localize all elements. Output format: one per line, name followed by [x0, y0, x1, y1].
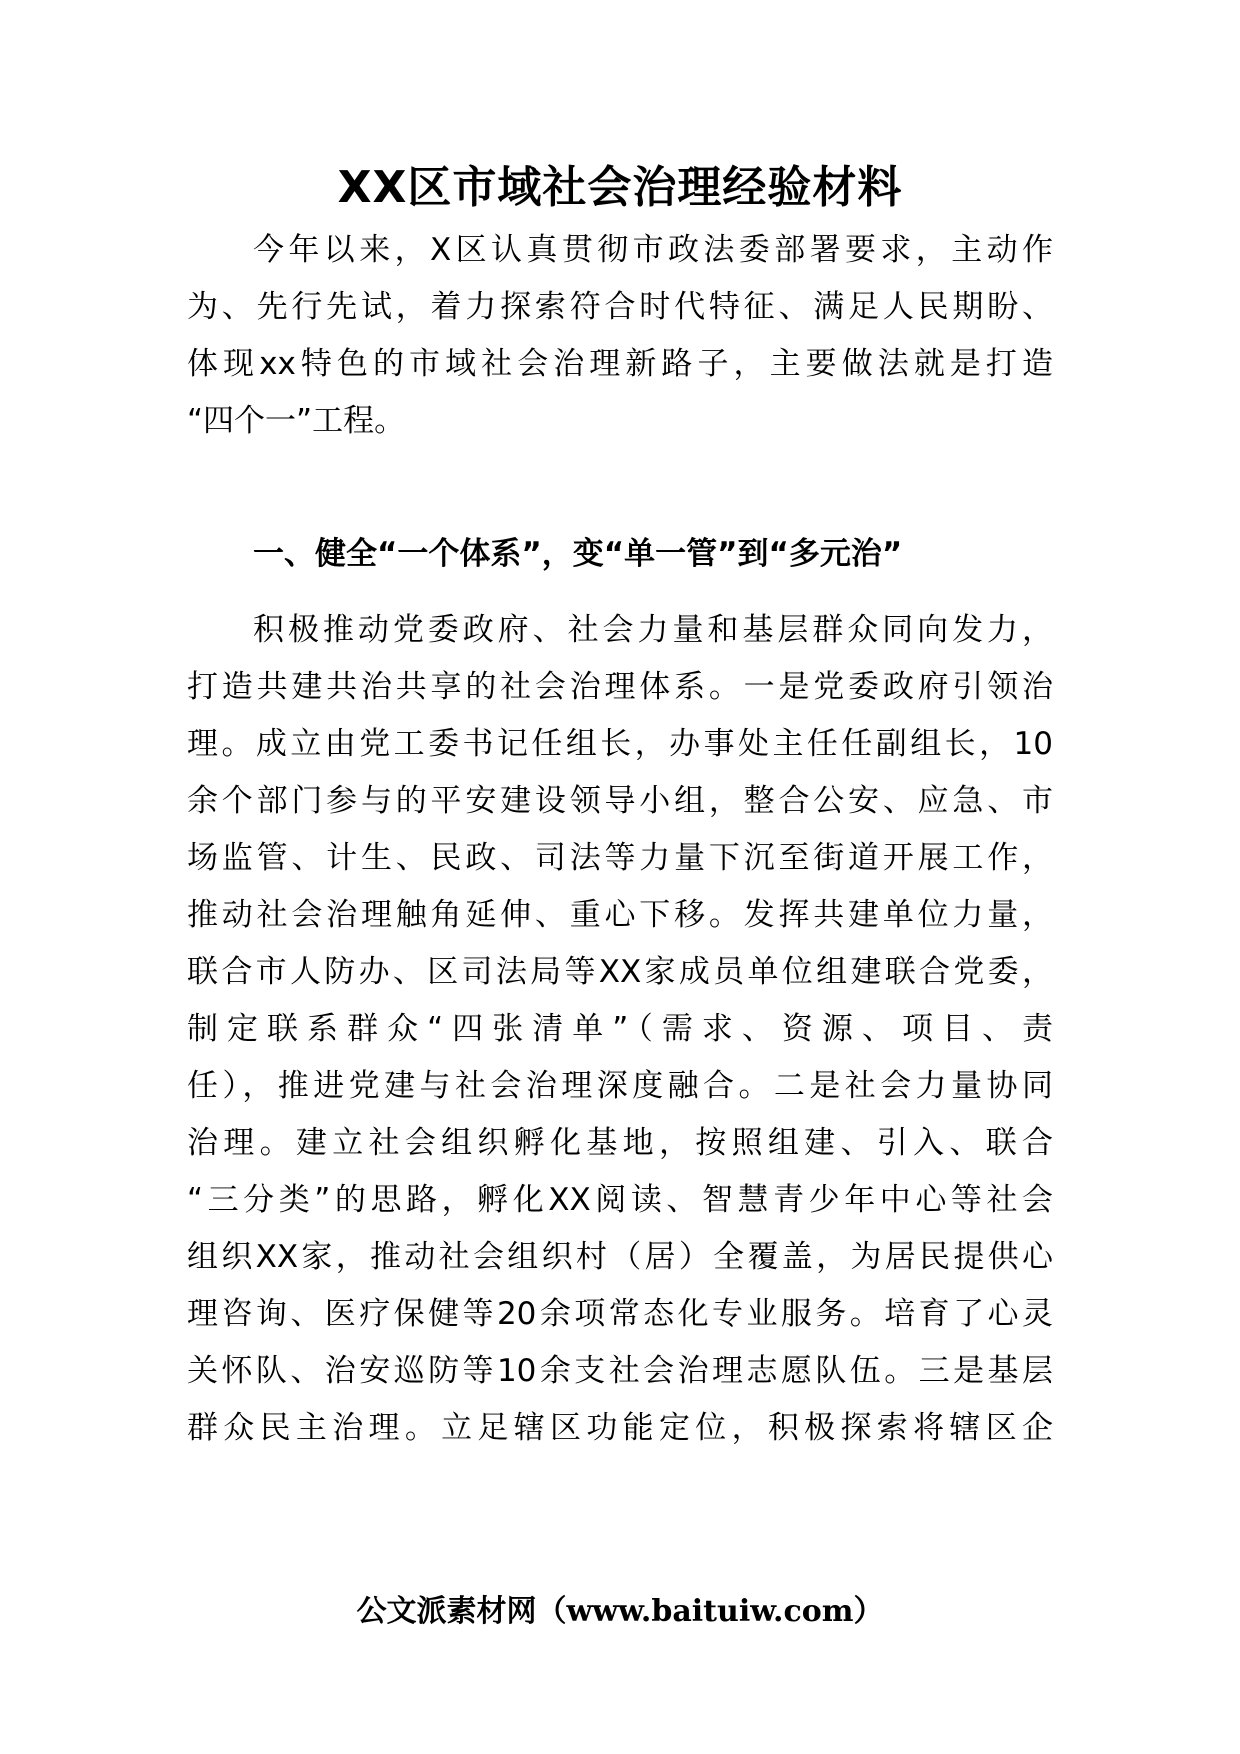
- body-line: 理咨询、医疗保健等20余项常态化专业服务。培育了心灵: [187, 1296, 1053, 1332]
- body-line: 关怀队、治安巡防等10余支社会治理志愿队伍。三是基层: [187, 1353, 1053, 1389]
- footer-watermark: 公文派素材网（www.baituiw.com）: [356, 1594, 884, 1629]
- intro-line: 今年以来，X区认真贯彻市政法委部署要求，主动作: [253, 232, 1053, 268]
- body-line: 联合市人防办、区司法局等XX家成员单位组建联合党委，: [187, 954, 1053, 990]
- body-line: 推动社会治理触角延伸、重心下移。发挥共建单位力量，: [187, 897, 1053, 933]
- intro-line: “四个一”工程。: [187, 403, 406, 439]
- intro-line: 体现xx特色的市域社会治理新路子，主要做法就是打造: [187, 346, 1053, 382]
- body-line: 打造共建共治共享的社会治理体系。一是党委政府引领治: [187, 669, 1053, 705]
- body-line: 群众民主治理。立足辖区功能定位，积极探索将辖区企: [187, 1410, 1053, 1446]
- body-line: 理。成立由党工委书记任组长，办事处主任任副组长，10: [187, 726, 1053, 762]
- body-line: 余个部门参与的平安建设领导小组，整合公安、应急、市: [187, 783, 1053, 819]
- body-line: 任），推进党建与社会治理深度融合。二是社会力量协同: [187, 1068, 1053, 1104]
- intro-line: 为、先行先试，着力探索符合时代特征、满足人民期盼、: [187, 289, 1053, 325]
- body-line: 组织XX家，推动社会组织村（居）全覆盖，为居民提供心: [187, 1239, 1053, 1275]
- body-line: 积极推动党委政府、社会力量和基层群众同向发力，: [253, 612, 1053, 648]
- section-heading: 一、健全“一个体系”，变“单一管”到“多元治”: [253, 536, 903, 572]
- document-title: XX区市域社会治理经验材料: [337, 162, 903, 213]
- body-line: “三分类”的思路，孵化XX阅读、智慧青少年中心等社会: [187, 1182, 1053, 1218]
- body-line: 场监管、计生、民政、司法等力量下沉至街道开展工作，: [187, 840, 1053, 876]
- body-line: 制定联系群众“四张清单”（需求、资源、项目、责: [187, 1011, 1053, 1047]
- body-line: 治理。建立社会组织孵化基地，按照组建、引入、联合: [187, 1125, 1053, 1161]
